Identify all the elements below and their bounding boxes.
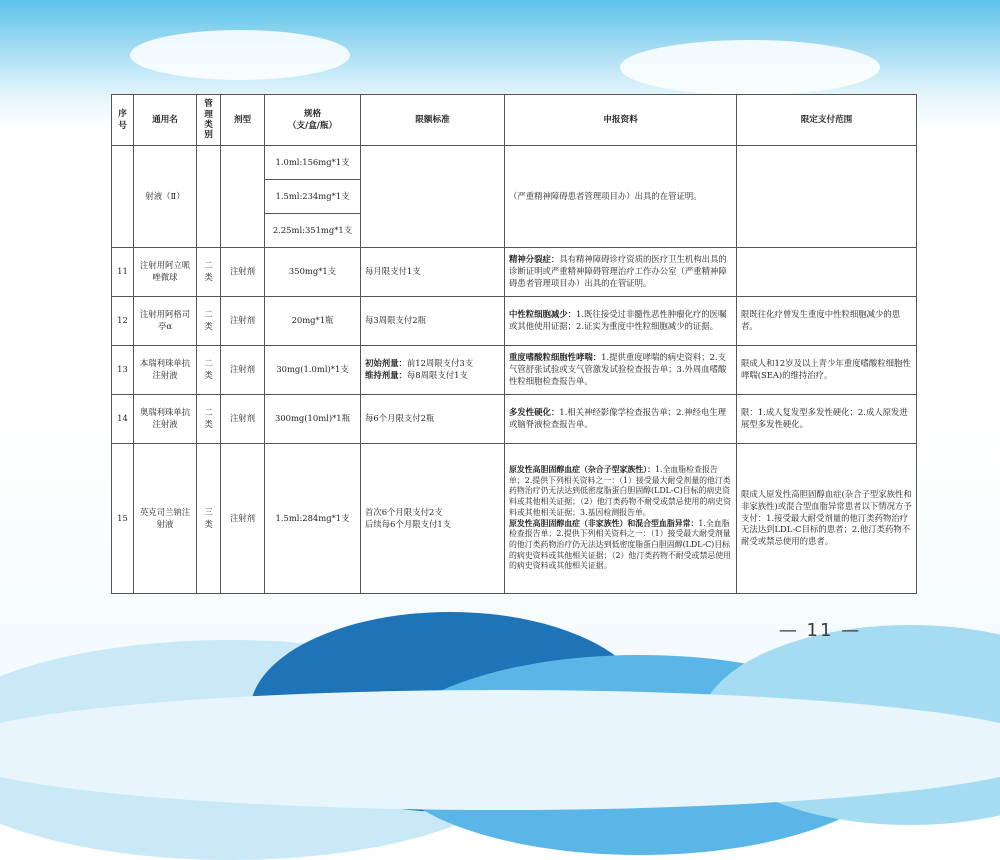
cell-spec: 2.25ml:351mg*1支 (265, 214, 361, 248)
cell-limit: 每3周限支付2瓶 (361, 297, 505, 346)
indication-label: 精神分裂症： (509, 254, 560, 265)
cell-spec: 30mg(1.0ml)*1支 (265, 346, 361, 395)
cell-seq: 14 (112, 395, 134, 444)
cell-seq (112, 146, 134, 248)
cell-mgmt: 二类 (197, 297, 221, 346)
cell-spec: 20mg*1瓶 (265, 297, 361, 346)
indication-label: 中性粒细胞减少： (509, 309, 576, 320)
limit-text: 每8周限支付1支 (406, 370, 468, 380)
cell-scope: 限成人原发性高胆固醇血症(杂合子型家族性和非家族性)或混合型血脂异常患者以下情况方予支付：1.接受最大耐受剂量的他汀类药物治疗无法达到LDL-C目标的患者；2.他汀类药物不耐受或禁忌使用的患者。 (737, 444, 917, 594)
docs-text: 1.全血脂检查报告单；2.提供下列相关资料之一：（1）接受最大耐受剂量的他汀类药物治疗仍无法达到低密度脂蛋白胆固醇(LDL-C)目标的病史资料或其他相关证据；（2）他汀类药物不耐受或禁忌使用的病史资料或其他相关证据。 (509, 518, 732, 571)
cell-docs (505, 444, 737, 594)
header-seq: 序 号 (112, 95, 134, 146)
docs-text: 1.提供重度哮喘的病史资料；2.支气管舒张试验或支气管激发试验检查报告单；3.外周血嗜酸性粒细胞检查报告单。 (509, 352, 727, 386)
limit-label: 维持剂量： (365, 370, 407, 380)
header-scope: 限定支付范围 (737, 95, 917, 146)
cell-scope: 限：1.成人复发型多发性硬化；2.成人原发进展型多发性硬化。 (737, 395, 917, 444)
indication-label: 原发性高胆固醇血症（非家族性）和混合型血脂异常： (509, 518, 699, 528)
indication-label: 原发性高胆固醇血症（杂合子型家族性）： (509, 465, 655, 475)
table-row (112, 395, 917, 444)
cell-scope (737, 248, 917, 297)
cell-form: 注射剂 (221, 248, 265, 297)
docs-text: 1.既往接受过非髓性恶性肿瘤化疗的医嘱或其他使用证据；2.证实为重度中性粒细胞减少的证据。 (509, 309, 727, 331)
cell-seq: 11 (112, 248, 134, 297)
cell-mgmt: 二类 (197, 346, 221, 395)
cell-seq: 12 (112, 297, 134, 346)
cell-limit (361, 346, 505, 395)
limit-line: 后续每6个月限支付1支 (365, 518, 452, 529)
cloud-decoration (620, 40, 880, 95)
header-docs: 申报资料 (505, 95, 737, 146)
cell-form: 注射剂 (221, 444, 265, 594)
docs-text: 1.相关神经影像学检查报告单；2.神经电生理或脑脊液检查报告单。 (509, 407, 726, 429)
cell-limit: 每6个月限支付2瓶 (361, 395, 505, 444)
cell-scope: 限既往化疗曾发生重度中性粒细胞减少的患者。 (737, 297, 917, 346)
table-row (112, 146, 917, 180)
cell-name: 注射用阿立哌唑微球 (134, 248, 197, 297)
cell-seq: 15 (112, 444, 134, 594)
limit-line (365, 370, 500, 382)
cell-limit: 每月限支付1支 (361, 248, 505, 297)
cell-spec: 300mg(10ml)*1瓶 (265, 395, 361, 444)
cell-seq: 13 (112, 346, 134, 395)
cell-form (221, 146, 265, 248)
cell-spec: 1.5ml:234mg*1支 (265, 180, 361, 214)
cell-name: 奥瑞利珠单抗注射液 (134, 395, 197, 444)
limit-line: 首次6个月限支付2支 (365, 506, 443, 517)
limit-text: 前12周限支付3支 (406, 358, 474, 369)
header-spec: 规格 （支/盒/瓶） (265, 95, 361, 146)
cell-limit (361, 146, 505, 248)
cloud-decoration (130, 30, 350, 80)
cell-docs (505, 297, 737, 346)
indication-label: 多发性硬化： (509, 407, 560, 418)
table-row (112, 444, 917, 594)
cell-name: 本瑞利珠单抗注射液 (134, 346, 197, 395)
table-row (112, 248, 917, 297)
table-header-row (112, 95, 917, 146)
cell-form: 注射剂 (221, 346, 265, 395)
cell-mgmt: 三类 (197, 444, 221, 594)
cell-form: 注射剂 (221, 297, 265, 346)
cell-limit (361, 444, 505, 594)
cell-name: 英克司兰钠注射液 (134, 444, 197, 594)
cell-name: 注射用阿格司亭α (134, 297, 197, 346)
table-row (112, 346, 917, 395)
cell-scope: 限成人和12岁及以上青少年重度嗜酸粒细胞性哮喘(SEA)的维持治疗。 (737, 346, 917, 395)
limit-line (365, 358, 500, 370)
cell-docs (505, 248, 737, 297)
page-number: — 11 — (778, 620, 862, 641)
docs-text: 具有精神障碍诊疗资质的医疗卫生机构出具的诊断证明或严重精神障碍管理治疗工作办公室（严重精神障碍患者管理项目办）出具的在管证明。 (509, 254, 727, 288)
cell-form: 注射剂 (221, 395, 265, 444)
cell-docs: （严重精神障碍患者管理项目办）出具的在管证明。 (505, 146, 737, 248)
cell-docs (505, 346, 737, 395)
cell-mgmt (197, 146, 221, 248)
header-name: 通用名 (134, 95, 197, 146)
drug-payment-table (111, 94, 917, 594)
header-limit: 限额标准 (361, 95, 505, 146)
cell-mgmt: 二类 (197, 395, 221, 444)
indication-label: 重度嗜酸粒细胞性哮喘： (509, 352, 602, 363)
cell-spec: 1.0ml:156mg*1支 (265, 146, 361, 180)
cell-spec: 1.5ml:284mg*1支 (265, 444, 361, 594)
hill-decoration (0, 690, 1000, 810)
cell-spec: 350mg*1支 (265, 248, 361, 297)
cell-scope (737, 146, 917, 248)
docs-text: 1.全血脂检查报告单；2.提供下列相关资料之一：（1）接受最大耐受剂量的他汀类药物治疗仍无法达到低密度脂蛋白胆固醇(LDL-C)目标的病史资料或其他相关证据；（2）他汀类药物不耐受或禁忌使用的病史资料或其他相关证据；3.基因检测报告单。 (509, 465, 732, 517)
cell-name: 射液（Ⅱ） (134, 146, 197, 248)
header-form: 剂型 (221, 95, 265, 146)
limit-label: 初始剂量： (365, 358, 407, 369)
cell-docs (505, 395, 737, 444)
table-row (112, 297, 917, 346)
cell-mgmt: 二类 (197, 248, 221, 297)
header-management: 管 理 类 别 (197, 95, 221, 146)
